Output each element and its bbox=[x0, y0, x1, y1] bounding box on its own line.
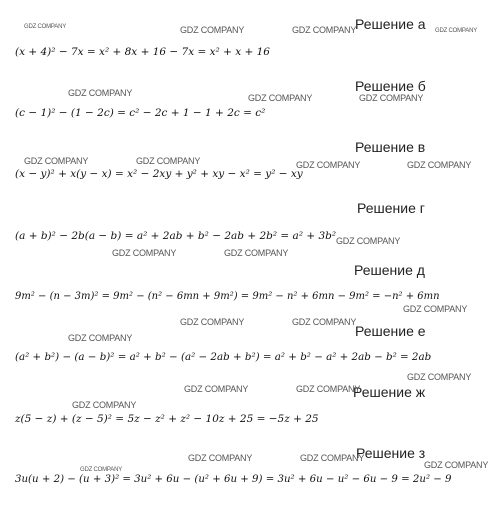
solution-a-heading: Решение а bbox=[355, 16, 426, 32]
watermark: GDZ COMPANY bbox=[359, 93, 424, 103]
watermark: GDZ COMPANY bbox=[72, 400, 137, 410]
watermark: GDZ COMPANY bbox=[407, 372, 472, 382]
watermark: GDZ COMPANY bbox=[296, 384, 361, 394]
watermark: GDZ COMPANY bbox=[188, 453, 253, 463]
solution-zh-formula: z(5 − z) + (z − 5)² = 5z − z² + z² − 10z + 25 = −5z + 25 bbox=[15, 413, 319, 425]
watermark: GDZ COMPANY bbox=[292, 317, 357, 327]
watermark: GDZ COMPANY bbox=[424, 460, 489, 470]
watermark: GDZ COMPANY bbox=[68, 88, 133, 98]
solution-v-heading: Решение в bbox=[355, 139, 426, 155]
watermark: GDZ COMPANY bbox=[180, 317, 245, 327]
solution-b-formula: (c − 1)² − (1 − 2c) = c² − 2c + 1 − 1 + 2c = c² bbox=[15, 107, 266, 119]
solution-e-heading: Решение е bbox=[355, 323, 426, 339]
watermark: GDZ COMPANY bbox=[224, 248, 289, 258]
watermark: GDZ COMPANY bbox=[292, 25, 357, 35]
watermark: GDZ COMPANY bbox=[180, 25, 245, 35]
watermark: GDZ COMPANY bbox=[296, 160, 361, 170]
watermark: GDZ COMPANY bbox=[80, 467, 123, 473]
watermark: GDZ COMPANY bbox=[300, 453, 365, 463]
watermark: GDZ COMPANY bbox=[136, 156, 201, 166]
watermark: GDZ COMPANY bbox=[68, 333, 133, 343]
solution-z-formula: 3u(u + 2) − (u + 3)² = 3u² + 6u − (u² + 6u + 9) = 3u² + 6u − u² − 6u − 9 = 2u² − 9 bbox=[15, 474, 452, 485]
solution-b-heading: Решение б bbox=[355, 78, 426, 94]
watermark: GDZ COMPANY bbox=[24, 156, 89, 166]
watermark: GDZ COMPANY bbox=[435, 28, 478, 34]
solution-a-formula: (x + 4)² − 7x = x² + 8x + 16 − 7x = x² + x + 16 bbox=[15, 46, 270, 58]
watermark: GDZ COMPANY bbox=[184, 384, 249, 394]
solution-d-formula: 9m² − (n − 3m)² = 9m² − (n² − 6mn + 9m²) = 9m² − n² + 6mn − 9m² = −n² + 6mn bbox=[15, 291, 440, 302]
solution-d-heading: Решение д bbox=[354, 262, 425, 278]
solution-zh-heading: Решение ж bbox=[353, 384, 426, 400]
solution-z-heading: Решение з bbox=[356, 445, 426, 461]
watermark: GDZ COMPANY bbox=[336, 236, 401, 246]
watermark: GDZ COMPANY bbox=[403, 304, 468, 314]
solution-v-formula: (x − y)² + x(y − x) = x² − 2xy + y² + xy − x² = y² − xy bbox=[15, 168, 303, 180]
solution-g-heading: Решение г bbox=[357, 200, 425, 216]
solution-g-formula: (a + b)² − 2b(a − b) = a² + 2ab + b² − 2ab + 2b² = a² + 3b² bbox=[15, 230, 337, 242]
watermark: GDZ COMPANY bbox=[112, 248, 177, 258]
watermark: GDZ COMPANY bbox=[407, 160, 472, 170]
solution-e-formula: (a² + b²) − (a − b)² = a² + b² − (a² − 2ab + b²) = a² + b² − a² + 2ab − b² = 2ab bbox=[15, 351, 432, 363]
watermark: GDZ COMPANY bbox=[248, 93, 313, 103]
watermark: GDZ COMPANY bbox=[24, 24, 67, 30]
